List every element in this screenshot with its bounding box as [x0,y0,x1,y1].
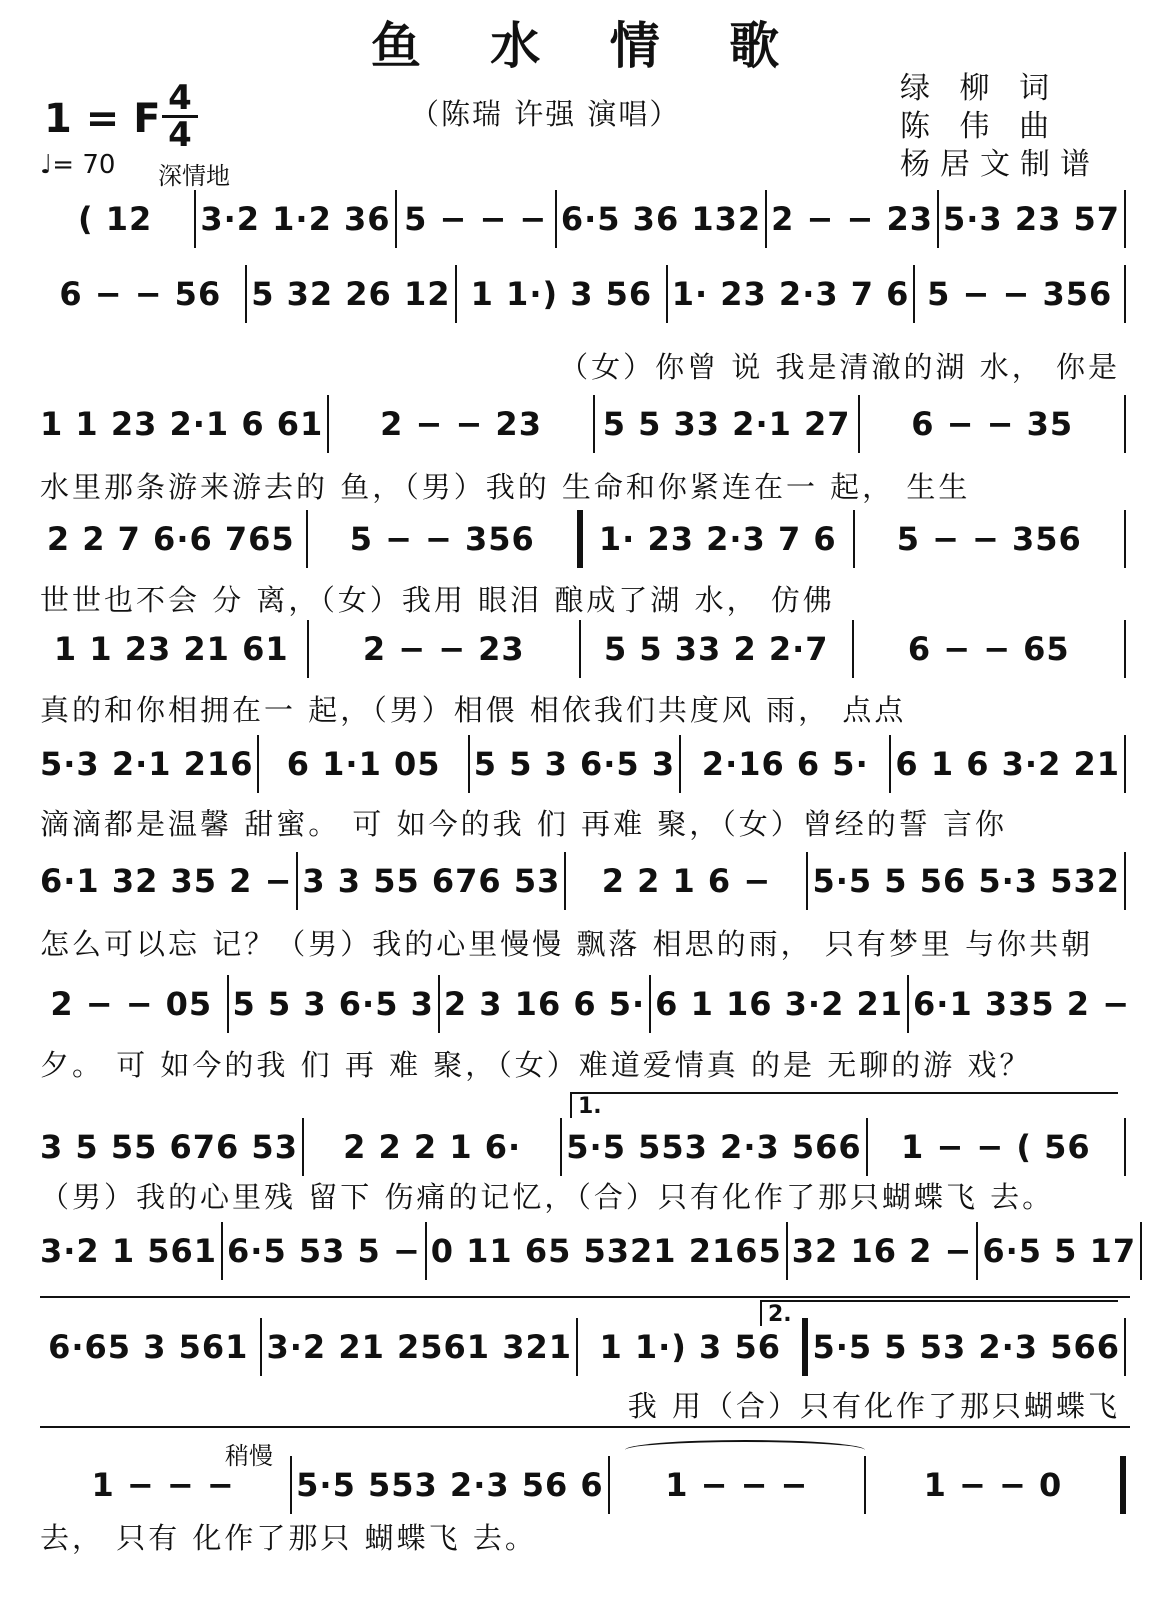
measure: 5 − − 356 [349,520,535,558]
barline [608,1456,610,1514]
barline [1124,1118,1126,1176]
barline [866,1118,868,1176]
measure: 5·5 553 2·3 566 [566,1128,862,1166]
measure: 2 3 16 6 5· [443,985,646,1023]
measure: 1 1·) 3 56 [599,1328,781,1366]
final-barline [1120,1456,1126,1514]
measure: 32 16 2 − [791,1232,973,1270]
barline [455,265,457,323]
barline [765,190,767,248]
lyrics-line: 去， 只有 化作了那只 蝴蝶飞 去。 [40,1521,537,1555]
barline [245,265,247,323]
measure: 2 2 2 1 6· [343,1128,522,1166]
measure: ( 12 [78,200,153,238]
lyrics-line: （女）你曾 说 我是清澈的湖 水， 你是 [559,350,1120,384]
measure: 5 5 33 2·1 27 [602,405,851,443]
expression-marking: 深情地 [158,162,230,190]
barline [976,1222,978,1280]
measure: 1· 23 2·3 7 6 [671,275,910,313]
measure: 3·2 21 2561 321 [266,1328,572,1366]
lyrics-line: 水里那条游来游去的 鱼，（男）我的 生命和你紧连在一 起， 生生 [40,470,971,504]
barline [864,1456,866,1514]
barline [307,620,309,678]
barline [786,1222,788,1280]
notation-line [40,1222,1137,1280]
barline [260,1318,262,1376]
barline [1140,1222,1142,1280]
key-signature: 1 = F [44,96,161,142]
measure: 5 − − 356 [896,520,1082,558]
lyricist: 绿 柳 词 [900,71,1060,106]
system-rule [40,1296,1130,1298]
repeat-start-barline [577,510,583,568]
notation-line [40,1318,1130,1376]
barline [395,190,397,248]
barline [858,395,860,453]
system-rule [40,1426,1130,1428]
barline [679,735,681,793]
notation-line [40,510,1130,568]
barline [555,190,557,248]
measure: 5 − − 356 [927,275,1113,313]
notation-line [40,852,1130,910]
measure: 2 − − 23 [380,405,542,443]
barline [593,395,595,453]
barline [1124,735,1126,793]
measure: 5 5 3 6·5 3 [232,985,434,1023]
lyrics-line: 真的和你相拥在一 起，（男）相偎 相依我们共度风 雨， 点点 [40,693,907,727]
barline [564,852,566,910]
lyrics-line: 滴滴都是温馨 甜蜜。 可 如今的我 们 再难 聚，（女）曾经的誓 言你 [40,807,1008,841]
barline [576,1318,578,1376]
barline [937,190,939,248]
measure: 1 1·) 3 56 [470,275,653,313]
measure: 1 1 23 2·1 6 61 [40,405,324,443]
barline [1124,1318,1126,1376]
measure: 2·16 6 5· [701,745,869,783]
performers: （陈瑞 许强 演唱） [410,97,681,131]
measure: 2 − − 05 [50,985,213,1023]
measure: 1· 23 2·3 7 6 [598,520,837,558]
barline [666,265,668,323]
time-signature [162,78,198,155]
measure: 6·1 32 35 2 − [40,862,293,900]
song-title: 鱼 水 情 歌 [370,16,806,75]
measure: 5·3 2·1 216 [40,745,254,783]
measure: 6·5 36 132 [560,200,762,238]
barline [853,510,855,568]
measure: 6 − − 65 [907,630,1070,668]
composer: 陈 伟 曲 [900,109,1060,144]
notation-line [40,735,1130,793]
barline [221,1222,223,1280]
measure: 6·5 5 17 [982,1232,1137,1270]
barline [227,975,229,1033]
measure: 6·65 3 561 [48,1328,249,1366]
measure: 6 − − 35 [911,405,1074,443]
barline [468,735,470,793]
measure: 3·2 1 561 [40,1232,218,1270]
first-ending-bracket: 1. [570,1092,1118,1118]
barline [579,620,581,678]
repeat-end-barline [802,1318,808,1376]
notation-line [40,1456,1130,1514]
barline [425,1222,427,1280]
measure: 6·1 335 2 − [913,985,1130,1023]
measure: 5 5 3 6·5 3 [473,745,676,783]
measure: 1 − − − [91,1466,235,1504]
measure: 6 − − 56 [59,275,222,313]
measure: 5 − − − [404,200,548,238]
measure: 3 5 55 676 53 [40,1128,298,1166]
measure: 2 − − 23 [362,630,525,668]
measure: 5·5 5 53 2·3 566 [812,1328,1120,1366]
measure: 6 1 6 3·2 21 [895,745,1120,783]
measure: 5 32 26 12 [251,275,451,313]
notation-line [40,395,1130,453]
barline [438,975,440,1033]
measure: 1 − − − [665,1466,809,1504]
notation-line [40,190,1130,248]
measure: 3·2 1·2 36 [200,200,391,238]
measure: 2 − − 23 [771,200,933,238]
barline [1124,510,1126,568]
tempo-change-marking: 稍慢 [225,1442,273,1470]
measure: 1 1 23 21 61 [53,630,289,668]
credits [900,70,1100,184]
barline [194,190,196,248]
notation-line [40,1118,1130,1176]
barline [806,852,808,910]
measure: 6 1 16 3·2 21 [655,985,904,1023]
notation-line [40,265,1130,323]
barline [852,620,854,678]
barline [889,735,891,793]
measure: 2 2 7 6·6 765 [46,520,295,558]
measure: 6·5 53 5 − [227,1232,421,1270]
barline [1124,620,1126,678]
barline [1124,190,1126,248]
barline [296,852,298,910]
measure: 3 3 55 676 53 [302,862,561,900]
measure: 5 5 33 2 2·7 [603,630,829,668]
measure: 5·3 23 57 [942,200,1121,238]
barline [1124,395,1126,453]
lyrics-line: 世世也不会 分 离，（女）我用 眼泪 酿成了湖 水， 仿佛 [40,583,835,617]
second-ending-bracket: 2. [760,1300,1118,1326]
measure: 1 − − ( 56 [901,1128,1091,1166]
measure: 1 − − 0 [923,1466,1063,1504]
barline [257,735,259,793]
measure: 5·5 5 56 5·3 532 [812,862,1120,900]
barline [913,265,915,323]
notation-line [40,975,1130,1033]
lyrics-line: 我 用（合）只有化作了那只蝴蝶飞 [627,1389,1120,1423]
measure: 5·5 553 2·3 56 6 [296,1466,604,1504]
barline [649,975,651,1033]
meter-top: 4 [168,78,192,118]
meter-bottom: 4 [168,115,192,155]
barline [560,1118,562,1176]
lyrics-line: 夕。 可 如今的我 们 再 难 聚，（女）难道爱情真 的是 无聊的游 戏？ [40,1048,1032,1082]
measure: 2 2 1 6 − [601,862,772,900]
barline [907,975,909,1033]
engraver: 杨居文制谱 [900,147,1100,182]
measure: 0 11 65 5321 2165 [430,1232,782,1270]
lyrics-line: 怎么可以忘 记？（男）我的心里慢慢 飘落 相思的雨， 只有梦里 与你共朝 [40,927,1094,961]
barline [1124,265,1126,323]
barline [1124,852,1126,910]
barline [302,1118,304,1176]
barline [306,510,308,568]
lyrics-line: （男）我的心里残 留下 伤痛的记忆，（合）只有化作了那只蝴蝶飞 去。 [40,1180,1055,1214]
barline [327,395,329,453]
notation-line [40,620,1130,678]
barline [290,1456,292,1514]
measure: 6 1·1 05 [286,745,441,783]
tempo-marking: ♩= 70 [40,150,116,180]
